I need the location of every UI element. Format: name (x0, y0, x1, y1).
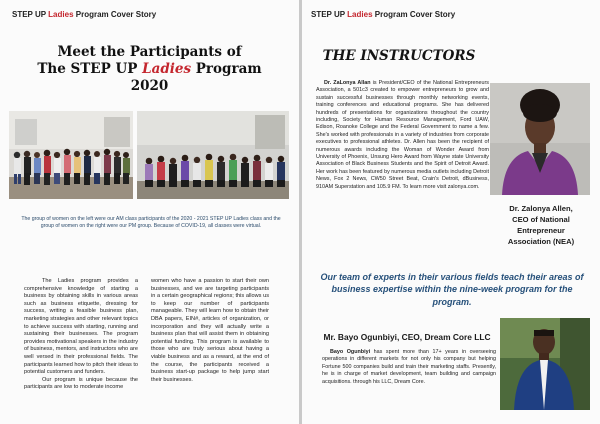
allen-caption-line-4: Association (NEA) (507, 237, 575, 246)
page-title (10, 44, 289, 95)
header-program: STEP UP (311, 10, 348, 19)
title-line-2: The STEP UP Ladies Program (37, 61, 262, 77)
ogunbiyi-bio-text: has spent more than 17+ years in overseeing operations in different markets for not only his company but helping Fortune 500 companies build and train their marketing staffs. Presently, he is in charge of market development, team building and campaign acquisitions. through his LLC, Dream Core. (322, 349, 496, 385)
body-column-left (24, 278, 138, 392)
allen-bio-name: Dr. ZaLonya Allan (324, 80, 371, 86)
header-accent: Ladies (347, 10, 373, 19)
team-statement: Our team of experts in their various fields teach their areas of business expertise within the nine-week program for the program. (320, 272, 584, 307)
allen-bio (316, 80, 489, 191)
right-page (302, 0, 600, 424)
header-program: STEP UP (12, 10, 49, 19)
page-header (311, 10, 455, 19)
ogunbiyi-portrait (500, 318, 590, 410)
body-paragraph-1: The Ladies program provides a comprehensive knowledge of starting a business by obtaining skills in various areas such as business etiquette, dressing for success, writing a feasible business plan, marketing strategies and other relevant topics to achieve success with starting, running and sustaining their businesses. The program provides motivational speakers in the industry of business, mentors, and instructors who are well versed in their professional fields. The participants learned how to pitch their ideas to potential customers and funders. (24, 278, 138, 376)
ogunbiyi-bio (322, 349, 496, 386)
header-suffix: Program Cover Story (372, 10, 456, 19)
allen-caption-line-1: Dr. Zalonya Allen, (509, 204, 573, 213)
body-paragraph-2: Our program is unique because the participants are low to moderate income (24, 376, 138, 391)
header-suffix: Program Cover Story (73, 10, 157, 19)
instructors-title: THE INSTRUCTORS (322, 48, 476, 64)
header-accent: Ladies (48, 10, 74, 19)
left-page (0, 0, 299, 424)
allen-bio-text: is President/CEO of the National Entrepreneurs Association, a 501c3 created to empower entrepreneurs to grow and sustain successful businesses through monthly networking events, training conferences and educational programs. She has delivered hundreds of presentations for organizations throughout the country including, Society for Human Resource Management, Ford UAW, Edison, Roanoke College and the Federal Government to name a few. She's worked with professionals in a variety of industries from corporate executives to professional athletes. Dr. Allen has been the recipient of numerous awards including the Woman of Wonder Award from University of Phoenix, Unsung Hero Award from Wayne state University Association of Black Business Students and the Spirit of Detroit Award. Her work has been featured by numerous media outlets including Detroit News, Fox 2 News, CW50 Street Beat, Crain's Detroit, dBusiness, 910AM Superstation and 105.9 FM. To learn more visit zalonya.com. (316, 80, 489, 190)
allen-portrait (490, 83, 590, 195)
title-line-3: 2020 (130, 78, 169, 94)
allen-caption-line-2: CEO of National (512, 215, 570, 224)
allen-caption (491, 203, 591, 247)
ogunbiyi-bio-name: Bayo Ogunbiyi (330, 349, 371, 355)
allen-caption-line-3: Entrepreneur (517, 226, 565, 235)
body-column-right: women who have a passion to start their own businesses, and we are targeting participants in a certain geographical regions; this allows us to keep our number of participants manageable. They will learn how to obtain their DBA papers, EIN#, articles of organization, or incorporation and they will actually write a business plan that will assist them in obtaining potential funding. This program is available to those who are truly serious about having a viable business and as a reward, at the end of the course, the participants received a business start-up package to help jump start their businesses. (151, 278, 269, 383)
ogunbiyi-title: Mr. Bayo Ogunbiyi, CEO, Dream Core LLC (323, 332, 491, 342)
photo-caption: The group of women on the left were our AM class participants of the 2020 - 2021 STEP UP Ladies class and the group of women on the right were our PM group. Because of COVID-19, all classes were virtual. (21, 216, 281, 230)
title-line-1: Meet the Participants of (57, 44, 242, 60)
pm-group-photo (137, 111, 289, 199)
page-header (12, 10, 156, 19)
am-group-photo (9, 111, 133, 199)
